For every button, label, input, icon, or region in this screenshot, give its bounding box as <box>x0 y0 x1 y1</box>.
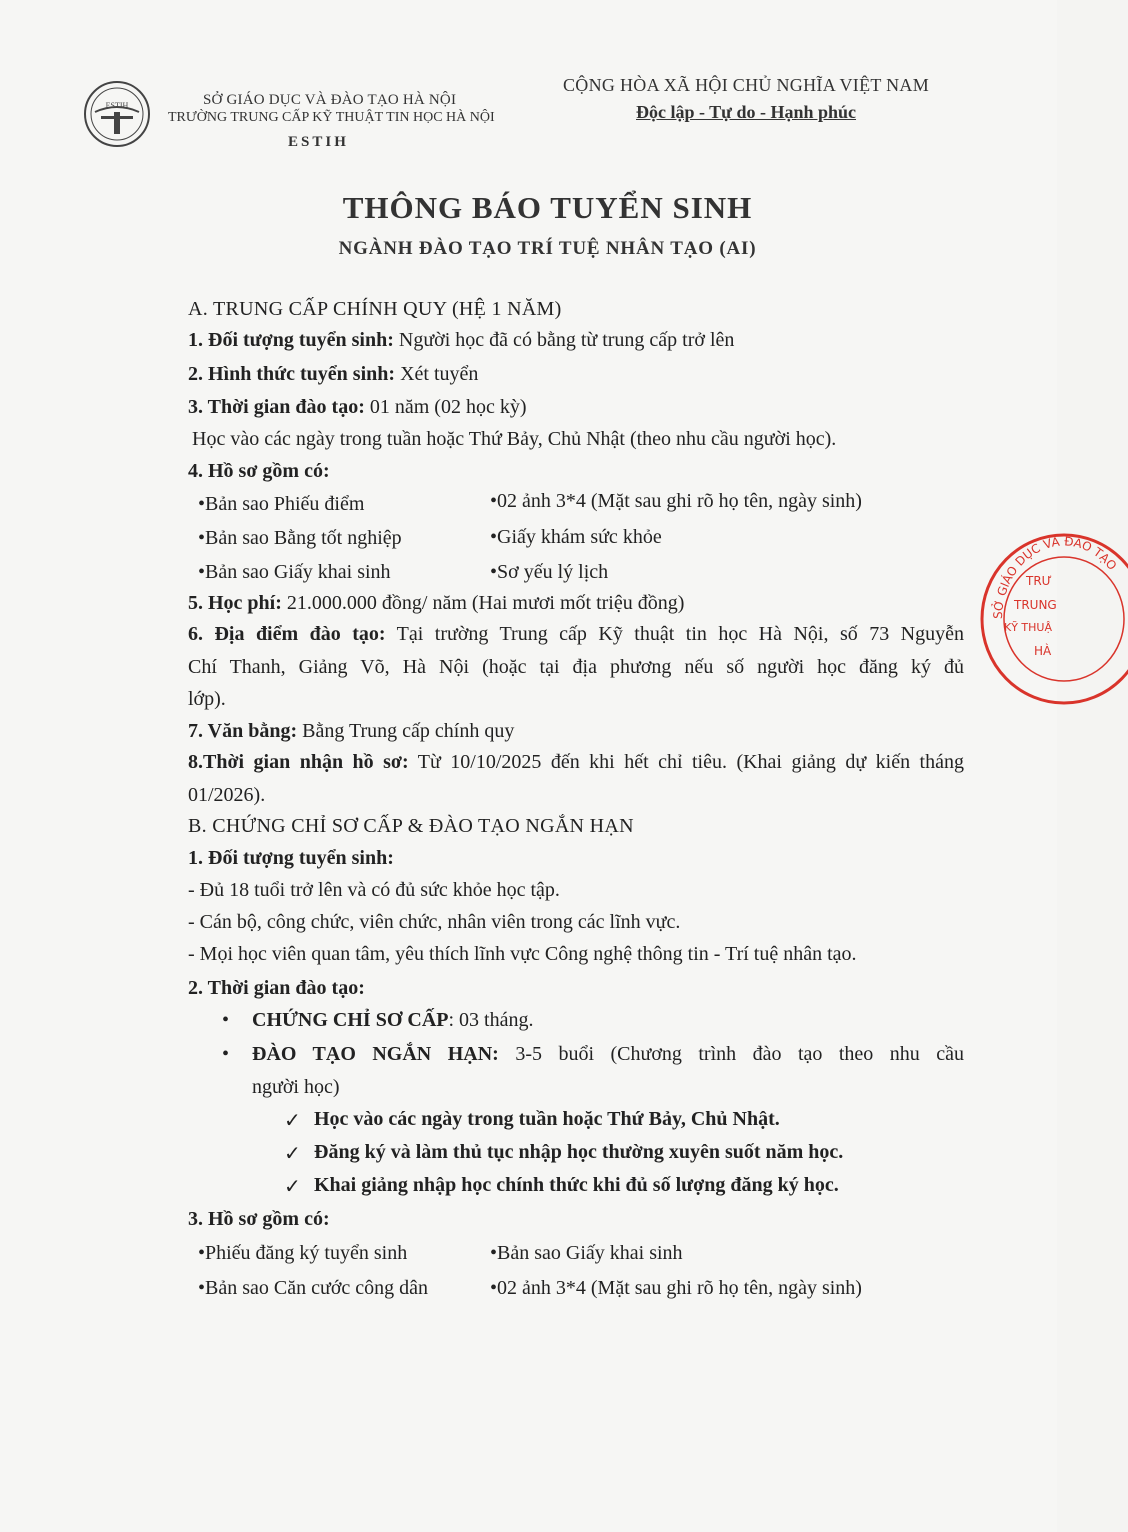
bullet-icon: • <box>222 1009 230 1031</box>
section-a-item-3 <box>188 396 527 419</box>
item-label: 6. Địa điểm đào tạo: <box>188 623 386 645</box>
check-item: Khai giảng nhập học chính thức khi đủ số lượng đăng ký học. <box>314 1174 839 1196</box>
section-b-item-3-label: 3. Hồ sơ gồm có: <box>188 1208 330 1230</box>
section-a-item-2 <box>188 363 478 386</box>
section-a-item-1 <box>188 329 734 352</box>
checkmark-icon: ✓ <box>284 1143 301 1165</box>
short-course-duration-line-2: người học) <box>252 1076 340 1098</box>
item-text: : 03 tháng. <box>448 1009 534 1031</box>
item-label: 1. Đối tượng tuyển sinh: <box>188 329 394 351</box>
list-item: •Bản sao Giấy khai sinh <box>490 1242 683 1264</box>
section-a-item-8 <box>188 751 964 774</box>
stamp-ring-text: SỞ GIÁO DỤC VÀ ĐÀO TẠO <box>990 534 1120 620</box>
item-text: Người học đã có bằng từ trung cấp trở lên <box>393 329 735 351</box>
section-a-item-6-line-3: lớp). <box>188 688 226 710</box>
org-line-2: TRƯỜNG TRUNG CẤP KỸ THUẬT TIN HỌC HÀ NỘI <box>168 110 495 125</box>
stamp-line-4: HÀ <box>1034 644 1052 658</box>
section-a-item-6-line-2: Chí Thanh, Giảng Võ, Hà Nội (hoặc tại địa phương nếu số người học đăng ký đủ <box>188 656 964 678</box>
item-text: Xét tuyển <box>395 363 479 385</box>
stamp-line-2: TRUNG <box>1014 598 1057 612</box>
section-a-item-4-label: 4. Hồ sơ gồm có: <box>188 460 330 482</box>
stamp-line-1: TRƯ <box>1026 574 1052 588</box>
section-b-item-1-label: 1. Đối tượng tuyển sinh: <box>188 847 394 869</box>
item-text: 3-5 buổi (Chương trình đào tạo theo nhu cầu <box>498 1043 965 1065</box>
list-item: •Phiếu đăng ký tuyển sinh <box>198 1242 408 1264</box>
list-item: •Bản sao Giấy khai sinh <box>198 561 391 583</box>
list-item: - Cán bộ, công chức, viên chức, nhân viên trong các lĩnh vực. <box>188 911 681 933</box>
section-a-heading: A. TRUNG CẤP CHÍNH QUY (HỆ 1 NĂM) <box>188 298 562 320</box>
short-course-duration <box>252 1043 964 1066</box>
list-item: •Sơ yếu lý lịch <box>490 561 609 583</box>
list-item: •Bản sao Bằng tốt nghiệp <box>198 527 402 549</box>
list-item: •02 ảnh 3*4 (Mặt sau ghi rõ họ tên, ngày sinh) <box>490 490 862 512</box>
national-motto-line-1: CỘNG HÒA XÃ HỘI CHỦ NGHĨA VIỆT NAM <box>563 75 930 95</box>
school-logo-icon <box>83 80 151 148</box>
section-a-item-8-line-2: 01/2026). <box>188 784 266 806</box>
item-label: 3. Thời gian đào tạo: <box>188 396 365 418</box>
certificate-duration <box>252 1009 533 1032</box>
section-a-item-3-note: Học vào các ngày trong tuần hoặc Thứ Bảy, Chủ Nhật (theo nhu cầu người học). <box>192 428 837 450</box>
list-item: •Bản sao Căn cước công dân <box>198 1277 429 1299</box>
item-label: CHỨNG CHỈ SƠ CẤP <box>252 1009 449 1031</box>
list-item: - Đủ 18 tuổi trở lên và có đủ sức khỏe học tập. <box>188 879 560 901</box>
org-abbreviation: ESTIH <box>288 134 349 150</box>
org-line-1: SỞ GIÁO DỤC VÀ ĐÀO TẠO HÀ NỘI <box>203 92 457 108</box>
check-item: Đăng ký và làm thủ tục nhập học thường xuyên suốt năm học. <box>314 1141 844 1163</box>
bullet-icon: • <box>222 1043 230 1065</box>
section-b-heading: B. CHỨNG CHỈ SƠ CẤP & ĐÀO TẠO NGẮN HẠN <box>188 815 634 837</box>
list-item: •Giấy khám sức khỏe <box>490 526 662 548</box>
page-title: THÔNG BÁO TUYỂN SINH <box>342 190 753 225</box>
stamp-line-3: KỸ THUẬ <box>1004 621 1052 634</box>
official-stamp-icon <box>978 533 1128 705</box>
item-text: 01 năm (02 học kỳ) <box>364 396 527 418</box>
item-text: 21.000.000 đồng/ năm (Hai mươi mốt triệu đồng) <box>281 592 685 614</box>
list-item: - Mọi học viên quan tâm, yêu thích lĩnh vực Công nghệ thông tin - Trí tuệ nhân tạo. <box>188 943 857 965</box>
list-item: •02 ảnh 3*4 (Mặt sau ghi rõ họ tên, ngày sinh) <box>490 1277 862 1299</box>
item-text: Tại trường Trung cấp Kỹ thuật tin học Hà Nội, số 73 Nguyễn <box>385 623 964 645</box>
item-label: 8.Thời gian nhận hồ sơ: <box>188 751 409 773</box>
item-label: 2. Hình thức tuyển sinh: <box>188 363 396 385</box>
section-a-item-5 <box>188 592 684 615</box>
item-label: 7. Văn bằng: <box>188 720 298 742</box>
national-motto-line-2: Độc lập - Tự do - Hạnh phúc <box>636 102 857 122</box>
item-label: 5. Học phí: <box>188 592 282 614</box>
checkmark-icon: ✓ <box>284 1110 301 1132</box>
check-item: Học vào các ngày trong tuần hoặc Thứ Bảy, Chủ Nhật. <box>314 1108 780 1130</box>
item-text: Từ 10/10/2025 đến khi hết chỉ tiêu. (Khai giảng dự kiến tháng <box>408 751 964 773</box>
page-subtitle: NGÀNH ĐÀO TẠO TRÍ TUỆ NHÂN TẠO (AI) <box>338 238 757 259</box>
checkmark-icon: ✓ <box>284 1176 301 1198</box>
item-label: ĐÀO TẠO NGẮN HẠN: <box>252 1043 499 1065</box>
item-text: Bằng Trung cấp chính quy <box>297 720 515 742</box>
list-item: •Bản sao Phiếu điểm <box>198 493 365 515</box>
section-a-item-6 <box>188 623 964 646</box>
section-b-item-2-label: 2. Thời gian đào tạo: <box>188 977 365 999</box>
logo-text: ESTIH <box>105 101 129 110</box>
section-a-item-7 <box>188 720 514 743</box>
